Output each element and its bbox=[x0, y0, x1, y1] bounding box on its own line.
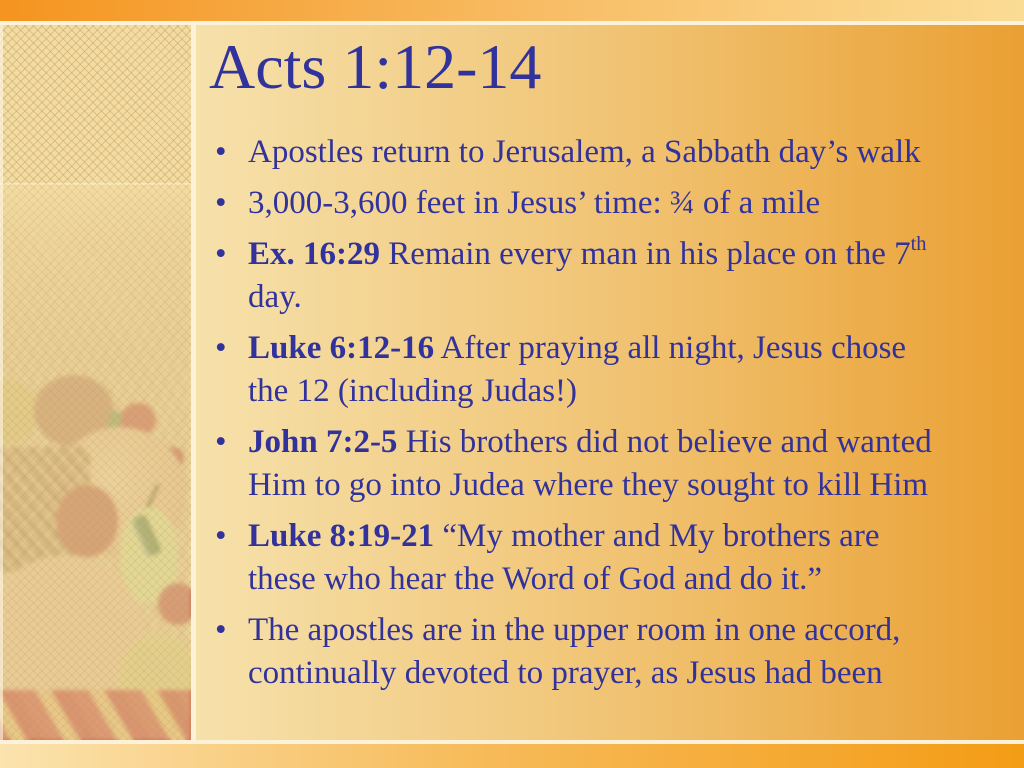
bullet-dot-icon: • bbox=[215, 184, 227, 221]
slide-title: Acts 1:12-14 bbox=[209, 31, 542, 102]
bullet-dot-icon: • bbox=[215, 517, 227, 554]
bullet-item bbox=[215, 182, 994, 225]
bullet-text: Luke 8:19-21 “My mother and My brothers are these who hear the Word of God and do it.” bbox=[248, 517, 880, 597]
harvest-photo bbox=[0, 185, 191, 740]
bullet-list bbox=[215, 131, 994, 695]
bullet-dot-icon: • bbox=[215, 611, 227, 648]
bullet-item bbox=[215, 421, 994, 507]
bullet-item bbox=[215, 131, 994, 174]
bullet-text: Apostles return to Jerusalem, a Sabbath day’s walk bbox=[248, 133, 921, 170]
left-decorative-strip bbox=[0, 25, 191, 740]
bullet-text: 3,000-3,600 feet in Jesus’ time: ¾ of a mile bbox=[248, 184, 821, 221]
slide-content-area bbox=[196, 25, 1024, 740]
bullet-text: Ex. 16:29 Remain every man in his place on the 7th day. bbox=[248, 232, 927, 315]
bullet-text: Luke 6:12-16 After praying all night, Jesus chose the 12 (including Judas!) bbox=[248, 329, 907, 409]
bullet-text: John 7:2-5 His brothers did not believe and wanted Him to go into Judea where they sought to kill Him bbox=[248, 423, 932, 503]
bullet-item bbox=[215, 609, 994, 695]
left-edge-highlight bbox=[0, 25, 3, 740]
bottom-banner-band bbox=[0, 744, 1024, 768]
bullet-dot-icon: • bbox=[215, 423, 227, 460]
bullet-dot-icon: • bbox=[215, 235, 227, 272]
bullet-item bbox=[215, 233, 994, 319]
bullet-dot-icon: • bbox=[215, 133, 227, 170]
photo-wash-overlay bbox=[0, 185, 191, 740]
bullet-text: The apostles are in the upper room in one accord, continually devoted to prayer, as Jesus had been bbox=[248, 611, 901, 691]
bullet-dot-icon: • bbox=[215, 329, 227, 366]
bullet-item bbox=[215, 515, 994, 601]
bullet-item bbox=[215, 327, 994, 413]
top-banner-band bbox=[0, 0, 1024, 21]
